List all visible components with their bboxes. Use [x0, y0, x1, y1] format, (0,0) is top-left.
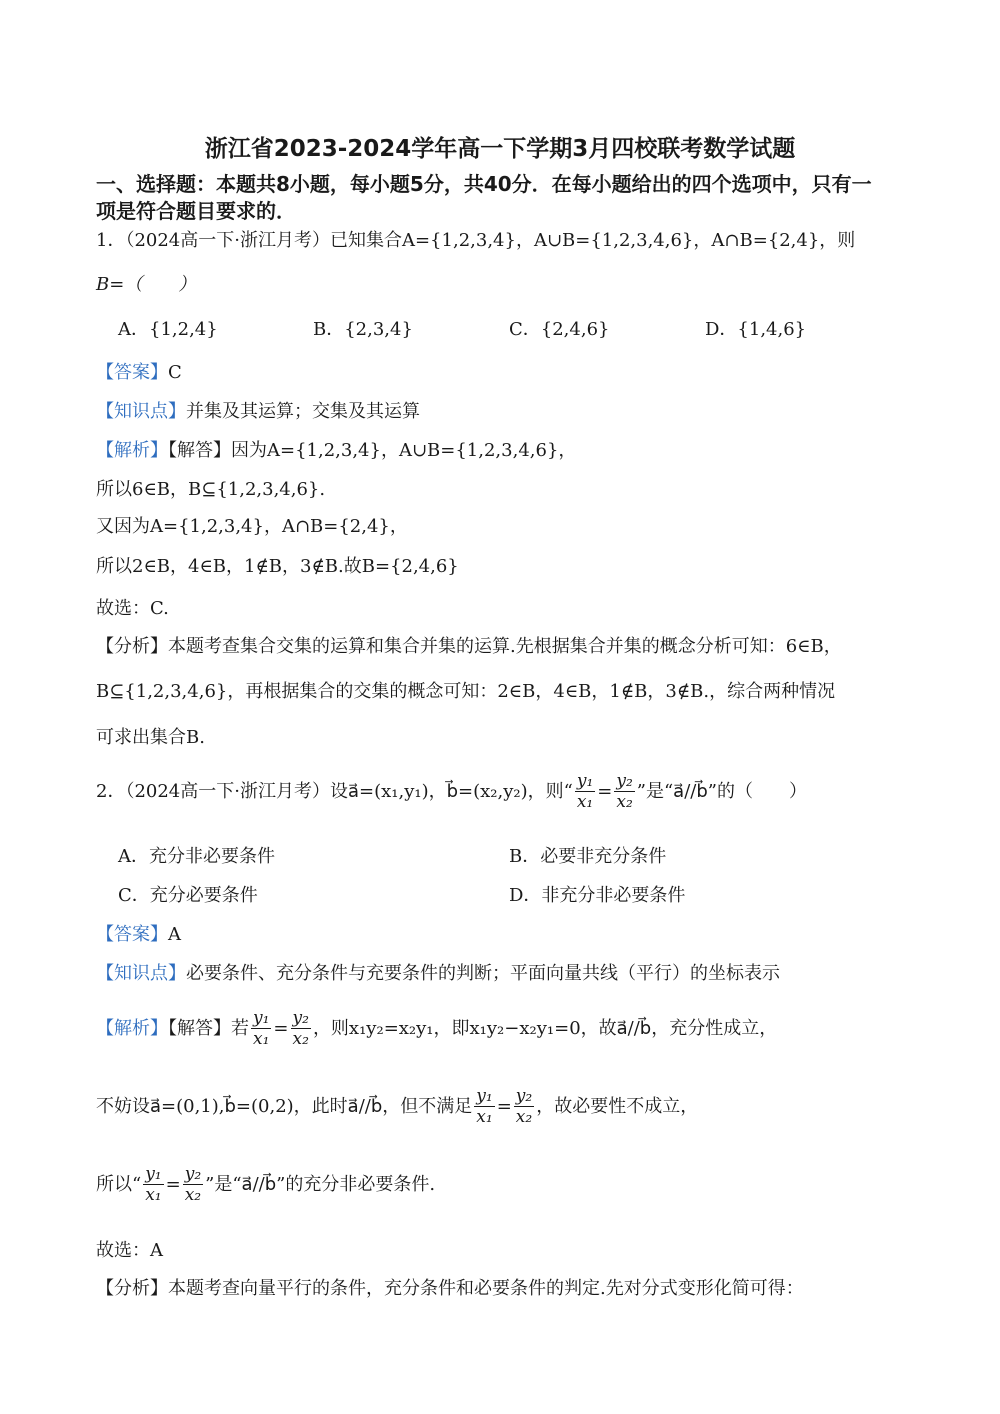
fraction-numerator: y₁: [145, 1164, 162, 1184]
q2-stem-pre: 2．（2024高一下·浙江月考）设a⃗=(x₁,y₁)，b⃗=(x₂,y₂)，则“: [96, 781, 573, 802]
fraction-numerator: y₁: [253, 1008, 270, 1028]
q2-option-b: B．必要非充分条件: [509, 846, 667, 867]
q2-option-c: C．充分必要条件: [118, 885, 258, 906]
equals-sign: =: [165, 1174, 181, 1195]
q2-option-d: D．非充分非必要条件: [509, 885, 686, 906]
q2-line1-pre: 【解答】若: [168, 1018, 249, 1039]
fraction-numerator: y₁: [476, 1086, 493, 1106]
q1-option-d: D．{1,4,6}: [705, 319, 807, 340]
fraction-numerator: y₂: [292, 1008, 309, 1028]
answer-tag: 【答案】: [96, 362, 168, 383]
q1-fenxi-line1: 【分析】本题考查集合交集的运算和集合并集的运算.先根据集合并集的概念分析可知：6∈B，: [96, 636, 842, 657]
fraction-numerator: y₁: [576, 771, 594, 791]
q1-analysis-line4: 所以2∈B，4∈B，1∉B，3∉B.故B={2,4,6}: [96, 556, 459, 577]
q1-option-b: B．{2,3,4}: [313, 319, 413, 340]
fraction-denominator: x₂: [515, 1107, 533, 1127]
q2-analysis-line1: [96, 1010, 777, 1048]
q2-fraction-2: [614, 773, 634, 811]
q1-answer: C: [168, 362, 182, 383]
q1-answer-row: [96, 364, 182, 382]
equals-sign: =: [496, 1096, 512, 1117]
equals-sign: =: [273, 1018, 289, 1039]
q2-line3-post: ”是“a⃗//b⃗”的充分非必要条件.: [205, 1174, 436, 1195]
equals-sign: =: [597, 781, 613, 802]
q1-analysis-line5: 故选：C.: [96, 598, 169, 619]
q1-fenxi-line3: 可求出集合B.: [96, 727, 205, 748]
q1-option-a: A．{1,2,4}: [118, 319, 218, 340]
q2-analysis-line3: [96, 1166, 435, 1204]
q2-analysis-line2: [96, 1088, 698, 1126]
q1-analysis-row: [96, 442, 576, 460]
fraction-numerator: y₂: [184, 1164, 202, 1184]
q2-fenxi: 【分析】本题考查向量平行的条件，充分条件和必要条件的判定.先对分式变形化简可得：: [96, 1278, 804, 1299]
fraction-denominator: x₁: [253, 1029, 270, 1049]
q2-option-a: A．充分非必要条件: [118, 846, 275, 867]
knowledge-tag: 【知识点】: [96, 963, 186, 984]
q2-line1-post: ，则x₁y₂=x₂y₁，即x₁y₂−x₂y₁=0，故a⃗//b⃗，充分性成立，: [312, 1018, 778, 1039]
q2-line3-pre: 所以“: [96, 1174, 142, 1195]
answer-tag: 【答案】: [96, 924, 168, 945]
q2-line3-fraction-1: [143, 1166, 163, 1204]
page-title: 浙江省2023-2024学年高一下学期3月四校联考数学试题: [204, 136, 796, 162]
q2-answer: A: [168, 924, 181, 945]
q1-analysis-line1: 【解答】因为A={1,2,3,4}，A∪B={1,2,3,4,6}，: [168, 440, 577, 461]
q2-knowledge-row: [96, 965, 780, 983]
analysis-tag: 【解析】: [96, 1018, 168, 1039]
q2-knowledge: 必要条件、充分条件与充要条件的判断；平面向量共线（平行）的坐标表示: [186, 963, 780, 984]
knowledge-tag: 【知识点】: [96, 401, 186, 422]
q1-fenxi-line2: B⊆{1,2,3,4,6}，再根据集合的交集的概念可知：2∈B，4∈B，1∉B，3∉B.，综合两种情况: [96, 681, 836, 702]
q1-option-c: C．{2,4,6}: [509, 319, 610, 340]
q2-line2-post: ，故必要性不成立，: [536, 1096, 699, 1117]
fraction-denominator: x₂: [292, 1029, 309, 1049]
q2-line2-pre: 不妨设a⃗=(0,1),b⃗=(0,2)，此时a⃗//b⃗，但不满足: [96, 1096, 473, 1117]
q2-analysis-line4: 故选：A: [96, 1240, 163, 1261]
q2-line3-fraction-2: [183, 1166, 203, 1204]
q2-line1-fraction-1: [251, 1010, 271, 1048]
q2-line1-fraction-2: [291, 1010, 311, 1048]
q1-knowledge-row: [96, 403, 420, 421]
fraction-denominator: x₂: [616, 792, 633, 812]
q2-fraction-1: [575, 773, 595, 811]
q2-line2-fraction-1: [474, 1088, 494, 1126]
fraction-denominator: x₁: [576, 792, 594, 812]
q2-stem: [96, 773, 807, 811]
q2-stem-post: ”是“a⃗//b⃗”的（ ）: [636, 781, 807, 802]
section-heading-line2: 项是符合题目要求的．: [96, 199, 296, 223]
fraction-numerator: y₂: [616, 771, 633, 791]
fraction-denominator: x₁: [145, 1185, 162, 1205]
q1-analysis-line2: 所以6∈B，B⊆{1,2,3,4,6}.: [96, 479, 326, 500]
q1-stem-line1: 1．（2024高一下·浙江月考）已知集合A={1,2,3,4}，A∪B={1,2,3,4,6}，A∩B={2,4}，则: [96, 230, 856, 251]
q2-answer-row: [96, 926, 181, 944]
section-heading-line1: 一、选择题：本题共8小题，每小题5分，共40分．在每小题给出的四个选项中，只有一: [96, 172, 872, 196]
fraction-denominator: x₂: [184, 1185, 202, 1205]
q1-analysis-line3: 又因为A={1,2,3,4}，A∩B={2,4}，: [96, 516, 408, 537]
fraction-denominator: x₁: [476, 1107, 493, 1127]
q1-knowledge: 并集及其运算；交集及其运算: [186, 401, 420, 422]
analysis-tag: 【解析】: [96, 440, 168, 461]
fraction-numerator: y₂: [515, 1086, 533, 1106]
q1-stem-line2: B=（ ）: [96, 274, 197, 295]
q2-line2-fraction-2: [514, 1088, 534, 1126]
